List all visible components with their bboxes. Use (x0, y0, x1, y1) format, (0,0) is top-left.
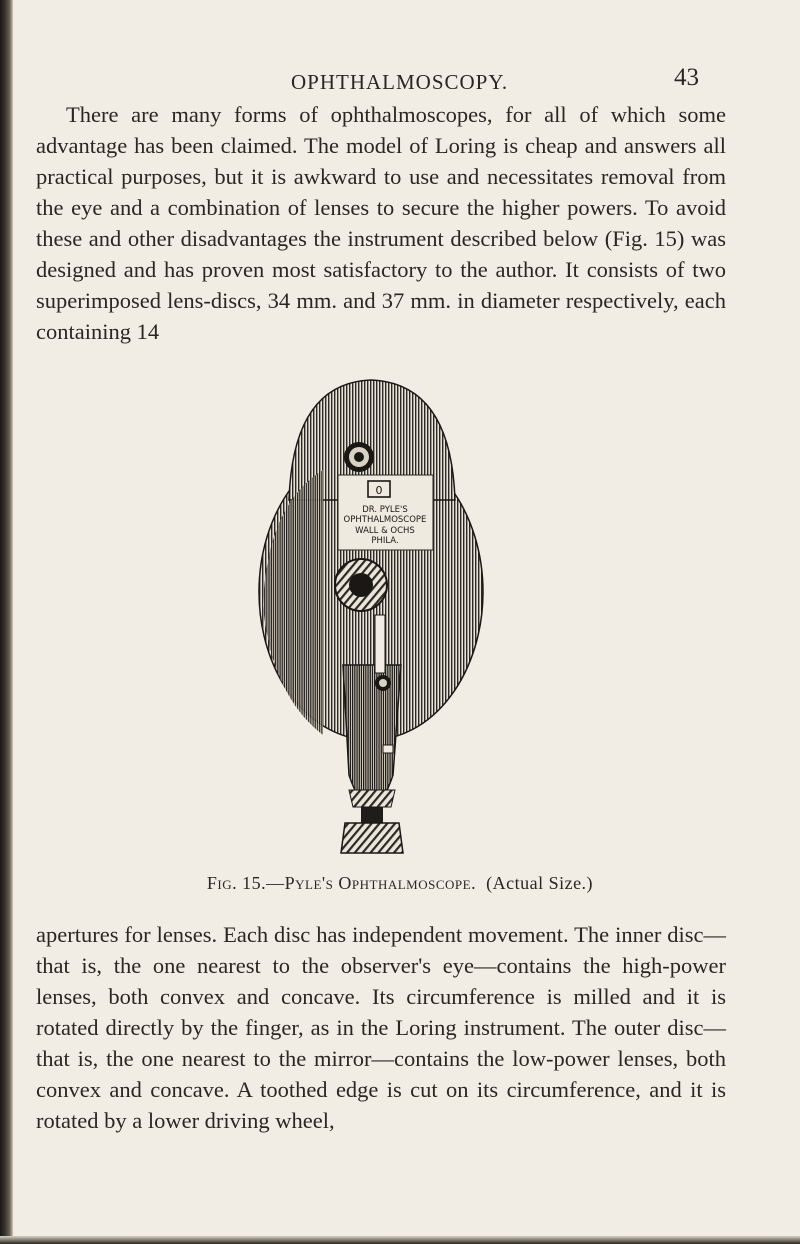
book-binding-edge (0, 0, 13, 1244)
page-number: 43 (674, 64, 699, 91)
figure-caption (0, 873, 800, 894)
page-header (0, 64, 800, 100)
plate-line-1: DR. PYLE'S (362, 505, 408, 515)
paragraph-bottom: apertures for lenses. Each disc has independent movement. The inner disc—that is, the one nearest to the observer's eye—contains the high-power lenses, both convex and concave. Its circumference is milled and it is rotated directly by the finger, as in the Loring instrument. The outer disc—that is, the one nearest to the mirror—contains the low-power lenses, both convex and concave. A toothed edge is cut on its circumference, and it is rotated by a lower driving wheel, (36, 922, 726, 1133)
handle-neck (361, 805, 383, 823)
running-head: OPHTHALMOSCOPY. (291, 70, 509, 94)
plate-line-3: WALL & OCHS (355, 526, 415, 536)
plate-line-2: OPHTHALMOSCOPE (343, 515, 427, 525)
handle (343, 665, 401, 807)
caption-note: (Actual Size.) (486, 873, 594, 893)
handle-base (341, 823, 403, 853)
caption-label: Fig. 15. (206, 873, 267, 893)
page-bottom-edge (0, 1236, 800, 1244)
plate-line-4: PHILA. (371, 536, 399, 546)
svg-text:0: 0 (375, 484, 383, 497)
caption-title: —Pyle's Ophthalmoscope. (266, 873, 477, 893)
ophthalmoscope-engraving (253, 375, 493, 860)
lens-slot (375, 615, 385, 673)
ophthalmoscope-figure (253, 375, 493, 860)
paragraph-top: There are many forms of ophthalmoscopes, for all of which some advantage has been claimed. The model of Loring is cheap and answers all practical purposes, but it is awkward to use and necessitates removal from the eye and a combination of lenses to secure the higher powers. To avoid these and other disadvantages the instrument described below (Fig. 15) was designed and has proven most satisfactory to the author. It consists of two superimposed lens-discs, 34 mm. and 37 mm. in diameter respectively, each containing 14 (36, 102, 726, 344)
